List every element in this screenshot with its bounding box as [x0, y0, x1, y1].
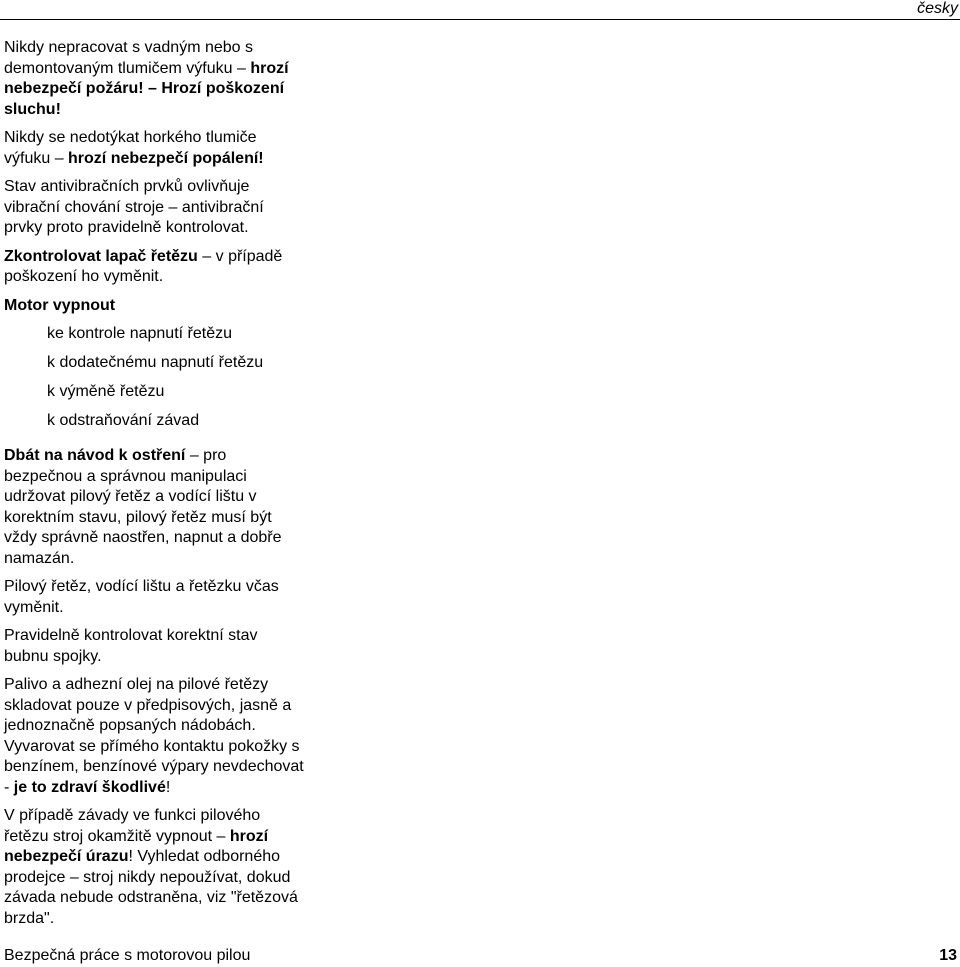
header-divider: [0, 19, 960, 20]
list-item: k dodatečnému napnutí řetězu: [47, 354, 264, 371]
text: V případě závady ve funkci pilového řetězu stroj okamžitě vypnout –: [4, 807, 261, 845]
paragraph-chain-catcher: [4, 247, 304, 288]
text: ! Vyhledat odborného prodejce – stroj nikdy nepoužívat, dokud závada nebude odstraněna, viz "řetězová brzda".: [4, 848, 298, 927]
text: Pilový řetěz, vodící lištu a řetězku včas vyměnit.: [4, 578, 279, 616]
paragraph-silencer-warning: [4, 38, 304, 120]
text: Palivo a adhezní olej na pilové řetězy skladovat pouze v předpisových, jasně a jednoznačně popsaných nádobách.: [4, 676, 292, 734]
paragraph-malfunction: [4, 806, 304, 929]
list-item: k výměně řetězu: [47, 383, 165, 400]
paragraph-fuel-storage: [4, 675, 304, 737]
motor-off-heading: Motor vypnout: [4, 296, 116, 314]
paragraph-antivibration: [4, 177, 304, 239]
paragraph-replace-chain: [4, 577, 304, 618]
paragraph-hot-silencer: [4, 128, 304, 169]
text: Nikdy se nedotýkat horkého tlumiče výfuku –: [4, 129, 257, 167]
text: – pro bezpečnou a správnou manipulaci udržovat pilový řetěz a vodící lištu v korektním stavu, pilový řetěz musí být vždy správně naostřen, napnut a dobře namazán.: [4, 447, 282, 567]
footer-title: Bezpečná práce s motorovou pilou: [4, 947, 251, 964]
text: – v případě poškození ho vyměnit.: [4, 247, 283, 285]
motor-off-list: [4, 324, 304, 440]
text: Stav antivibračních prvků ovlivňuje vibrační chování stroje – antivibrační prvky proto pravidelně kontrolovat.: [4, 178, 264, 236]
page-number: 13: [939, 947, 957, 964]
text: Pravidelně kontrolovat korektní stav bubnu spojky.: [4, 627, 258, 665]
paragraph-sharpening: [4, 446, 304, 569]
paragraph-skin-contact: [4, 737, 304, 799]
bold-text: hrozí nebezpečí úrazu: [4, 827, 269, 865]
bold-text: je to zdraví škodlivé: [13, 778, 166, 796]
text-column: [4, 38, 304, 937]
bold-text: Zkontrolovat lapač řetězu: [4, 247, 198, 265]
paragraph-clutch-drum: [4, 626, 304, 667]
list-item: k odstraňování závad: [47, 412, 200, 429]
list-item: ke kontrole napnutí řetězu: [47, 325, 233, 342]
bold-text: hrozí nebezpečí popálení!: [68, 149, 264, 167]
language-label: česky: [917, 0, 958, 17]
text: !: [165, 778, 171, 796]
text: Nikdy nepracovat s vadným nebo s demontovaným tlumičem výfuku –: [4, 39, 254, 77]
text: Vyvarovat se přímého kontaktu pokožky s benzínem, benzínové výpary nevdechovat -: [4, 737, 304, 796]
bold-text: Dbát na návod k ostření: [4, 447, 186, 464]
bold-text: hrozí nebezpečí požáru! – Hrozí poškození sluchu!: [4, 59, 289, 118]
